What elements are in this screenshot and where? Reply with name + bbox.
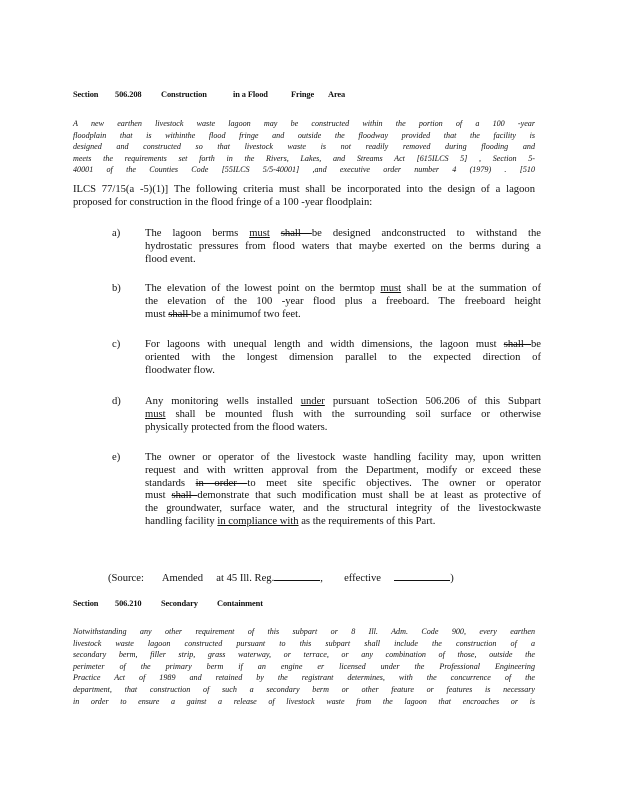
- section-title-word: Secondary: [161, 599, 198, 608]
- criteria-text: [145, 339, 541, 377]
- line-text: shall be mounted flush with the surrounding soil surface or otherwise: [165, 408, 541, 420]
- section-title-word: Construction: [161, 90, 207, 99]
- criteria-line: request and with written approval from the Department, modify or exceed these: [145, 464, 541, 476]
- criteria-label: a): [112, 228, 121, 239]
- line-text: be a minimumof two feet.: [190, 308, 301, 320]
- inserted-text: under: [300, 396, 325, 407]
- line-text: For lagoons with unequal length and width dimensions, the lagoon must: [145, 339, 504, 350]
- criteria-line: physically protected from the flood waters.: [145, 421, 328, 433]
- criteria-label: e): [112, 452, 121, 463]
- criteria-line: floodwater flow.: [145, 364, 215, 376]
- criteria-label: b): [112, 283, 121, 294]
- criteria-line: [145, 478, 541, 491]
- line-text: shall be at the summation of: [401, 283, 541, 294]
- criteria-label: d): [112, 396, 121, 407]
- line-text: The lagoon berms: [145, 228, 250, 239]
- criteria-line: [145, 339, 541, 352]
- criteria-line: [145, 283, 541, 296]
- criteria-line: [145, 409, 541, 422]
- criteria-line: the elevation of the 100 -year flood plus a freeboard. The freeboard height: [145, 295, 541, 307]
- section-id: 506.210: [115, 599, 142, 608]
- criteria-line: [145, 396, 541, 409]
- line-text: to meet site specific objectives. The owner or operator: [247, 477, 541, 489]
- criteria-line: [145, 228, 541, 241]
- section-heading-506-208: [73, 90, 345, 99]
- criteria-line: hydrostatic pressures from flood waters that maybe exerted on the berms during a: [145, 240, 541, 252]
- line-text: be: [531, 339, 541, 350]
- struck-text: shall: [280, 228, 312, 239]
- source-close: ): [450, 573, 454, 584]
- criteria-line: oriented with the longest dimension parallel to the expected direction of: [145, 351, 541, 363]
- criteria-line: [145, 309, 541, 322]
- body-line: department, that construction of such a secondary berm or other feature or features is necessary: [73, 684, 535, 694]
- inserted-text: must: [145, 408, 166, 420]
- struck-text: shall: [168, 308, 191, 320]
- struck-text: shall: [171, 490, 198, 502]
- section-title-word: Containment: [217, 599, 263, 608]
- line-text: standards: [145, 477, 196, 489]
- criteria-line: The owner or operator of the livestock waste handling facility may, upon written: [145, 452, 541, 463]
- criteria-text: [145, 283, 541, 321]
- inserted-text: must: [249, 228, 270, 239]
- intro-roman-line: ILCS 77/15(a -5)(1)] The following criteria must shall be incorporated into the design of a lagoon: [73, 184, 535, 195]
- criteria-line: flood event.: [145, 253, 196, 265]
- struck-text: in order: [195, 477, 248, 489]
- inserted-text: in compliance with: [217, 515, 299, 527]
- source-open: (Source:: [108, 573, 144, 584]
- source-amended: Amended: [161, 573, 204, 584]
- section-heading-506-210: [73, 599, 263, 608]
- line-text: be designed andconstructed to withstand the: [311, 228, 541, 239]
- line-text: must: [145, 308, 169, 320]
- criteria-line: [145, 516, 541, 529]
- section-title-word: in a Flood: [233, 90, 268, 99]
- line-text: must: [145, 490, 172, 502]
- criteria-label: c): [112, 339, 121, 350]
- body-line: perimeter of the primary berm if an engine er licensed under the Professional Engineering: [73, 661, 535, 671]
- effective-blank: [394, 570, 450, 581]
- line-text: demonstrate that such modification must shall be at least as protective of: [197, 490, 541, 502]
- criteria-text: [145, 396, 541, 434]
- section-label: Section: [73, 599, 99, 608]
- line-text: Any monitoring wells installed: [145, 396, 301, 407]
- section-intro-italic: [73, 118, 535, 176]
- body-line: Notwithstanding any other requirement of this subpart or 8 Ill. Adm. Code 900, every earthen: [73, 627, 535, 636]
- source-effective: effective: [344, 573, 381, 584]
- source-note: (Source: Amended at 45 Ill. Reg. , effective ): [108, 570, 454, 584]
- register-blank: [274, 570, 320, 581]
- line-text: [270, 228, 281, 239]
- line-text: as the requirements of this Part.: [298, 515, 436, 527]
- line-text: handling facility: [145, 515, 218, 527]
- section-label: Section: [73, 90, 99, 99]
- struck-text: shall: [503, 339, 531, 350]
- criteria-text: [145, 452, 541, 529]
- criteria-text: [145, 228, 541, 266]
- body-line: in order to ensure a gainst a release of livestock waste from the lagoon that encroaches or is: [73, 696, 535, 706]
- section-id: 506.208: [115, 90, 142, 99]
- section-title-word: Area: [328, 90, 346, 99]
- line-text: The elevation of the lowest point on the bermtop: [145, 283, 381, 294]
- body-line: Practice Act of 1989 and retained by the registrant determines, with the concurrence of the: [73, 673, 535, 683]
- intro-line: 40001 of the Counties Code [55ILCS 5/5-40001] ,and executive order number 4 (1979) . [510: [73, 165, 535, 175]
- intro-line: floodplain that is withinthe flood fringe and outside the floodway provided that the facility is: [73, 130, 535, 140]
- source-register: at 45 Ill. Reg.: [216, 573, 275, 584]
- body-line: secondary berm, filler strip, grass waterway, or terrace, or any combination of those, outside the: [73, 650, 535, 660]
- criteria-line: the groundwater, surface water, and the structural integrity of the livestockwaste: [145, 503, 541, 515]
- body-line: livestock waste lagoon constructed pursuant to this subpart shall include the construction of a: [73, 638, 535, 648]
- intro-roman-line: proposed for construction in the flood fringe of a 100 -year floodplain:: [73, 196, 373, 208]
- intro-line: A new earthen livestock waste lagoon may be constructed within the portion of a 100 -year: [73, 119, 535, 128]
- criteria-line: [145, 490, 541, 503]
- inserted-text: must: [380, 283, 402, 294]
- section-body-italic: [73, 626, 535, 707]
- intro-line: designed and constructed so that livestock waste is not readily removed during flooding and: [73, 142, 535, 152]
- section-intro-roman: [73, 184, 535, 210]
- intro-line: meets the requirements set forth in the Rivers, Lakes, and Streams Act [615ILCS 5] , Section 5-: [73, 153, 535, 163]
- line-text: pursuant toSection 506.206 of this Subpart: [324, 396, 542, 407]
- section-title-word: Fringe: [291, 90, 315, 99]
